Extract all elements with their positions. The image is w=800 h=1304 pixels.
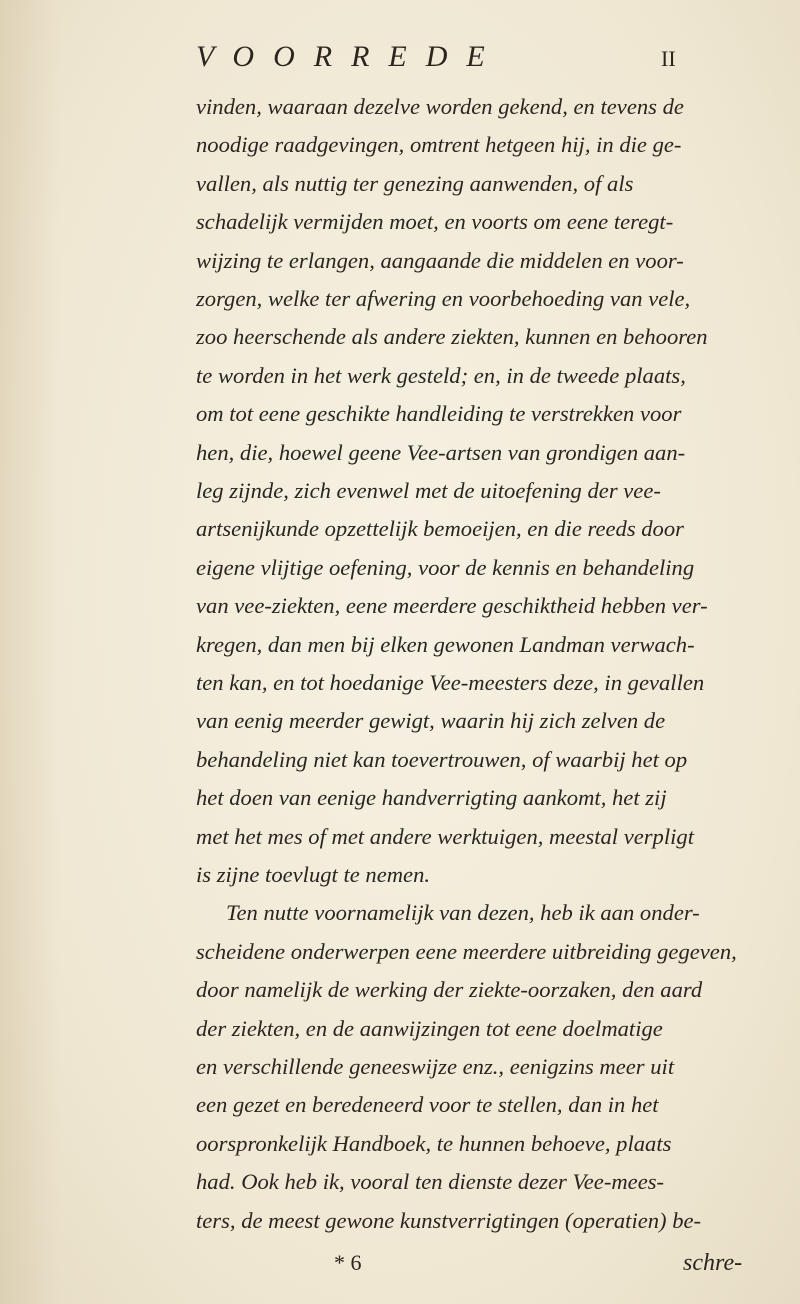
text-line: hen, die, hoewel geene Vee-artsen van grondigen aan- bbox=[196, 440, 686, 465]
text-line: had. Ook heb ik, vooral ten dienste dezer Vee-mees- bbox=[196, 1169, 665, 1194]
page-gutter-shade bbox=[0, 0, 60, 1304]
text-line: scheidene onderwerpen eene meerdere uitbreiding gegeven, bbox=[196, 939, 737, 964]
text-line: van eenig meerder gewigt, waarin hij zich zelven de bbox=[196, 708, 666, 733]
text-line: vinden, waaraan dezelve worden gekend, en tevens de bbox=[196, 94, 684, 119]
text-line: wijzing te erlangen, aangaande die middelen en voor- bbox=[196, 248, 684, 273]
text-line: een gezet en beredeneerd voor te stellen, dan in het bbox=[196, 1092, 659, 1117]
text-line: zorgen, welke ter afwering en voorbehoeding van vele, bbox=[196, 286, 691, 311]
text-line: schadelijk vermijden moet, en voorts om eene teregt- bbox=[196, 209, 674, 234]
text-line: leg zijnde, zich evenwel met de uitoefening der vee- bbox=[196, 478, 661, 503]
text-line: oorspronkelijk Handboek, te hunnen behoeve, plaats bbox=[196, 1131, 672, 1156]
text-line: met het mes of met andere werktuigen, meestal verpligt bbox=[196, 824, 694, 849]
text-line: artsenijkunde opzettelijk bemoeijen, en die reeds door bbox=[196, 516, 684, 541]
text-line: en verschillende geneeswijze enz., eenigzins meer uit bbox=[196, 1054, 675, 1079]
text-line: door namelijk de werking der ziekte-oorzaken, den aard bbox=[196, 977, 703, 1002]
text-line: het doen van eenige handverrigting aankomt, het zij bbox=[196, 785, 667, 810]
catchword: schre- bbox=[683, 1250, 743, 1276]
text-line: eigene vlijtige oefening, voor de kennis en behandeling bbox=[196, 555, 695, 580]
text-line: te worden in het werk gesteld; en, in de tweede plaats, bbox=[196, 363, 686, 388]
text-line: is zijne toevlugt te nemen. bbox=[196, 862, 431, 887]
page-header bbox=[196, 40, 756, 80]
text-line: ten kan, en tot hoedanige Vee-meesters deze, in gevallen bbox=[196, 670, 705, 695]
text-line: kregen, dan men bij elken gewonen Landman verwach- bbox=[196, 632, 695, 657]
text-line: zoo heerschende als andere ziekten, kunnen en behooren bbox=[196, 324, 708, 349]
text-line: ters, de meest gewone kunstverrigtingen (operatien) be- bbox=[196, 1208, 702, 1233]
running-title: VOORREDE bbox=[196, 40, 504, 73]
text-line: van vee-ziekten, eene meerdere geschiktheid hebben ver- bbox=[196, 593, 708, 618]
paragraph-first-line: Ten nutte voornamelijk van dezen, heb ik aan onder- bbox=[226, 900, 700, 925]
page-footer bbox=[0, 1250, 800, 1290]
text-line: behandeling niet kan toevertrouwen, of waarbij het op bbox=[196, 747, 688, 772]
page-number: II bbox=[661, 46, 676, 71]
text-line: vallen, als nuttig ter genezing aanwenden, of als bbox=[196, 171, 634, 196]
text-line: noodige raadgevingen, omtrent hetgeen hij, in die ge- bbox=[196, 132, 682, 157]
signature-mark: * 6 bbox=[334, 1250, 362, 1275]
text-line: om tot eene geschikte handleiding te verstrekken voor bbox=[196, 401, 682, 426]
text-line: der ziekten, en de aanwijzingen tot eene doelmatige bbox=[196, 1016, 663, 1041]
